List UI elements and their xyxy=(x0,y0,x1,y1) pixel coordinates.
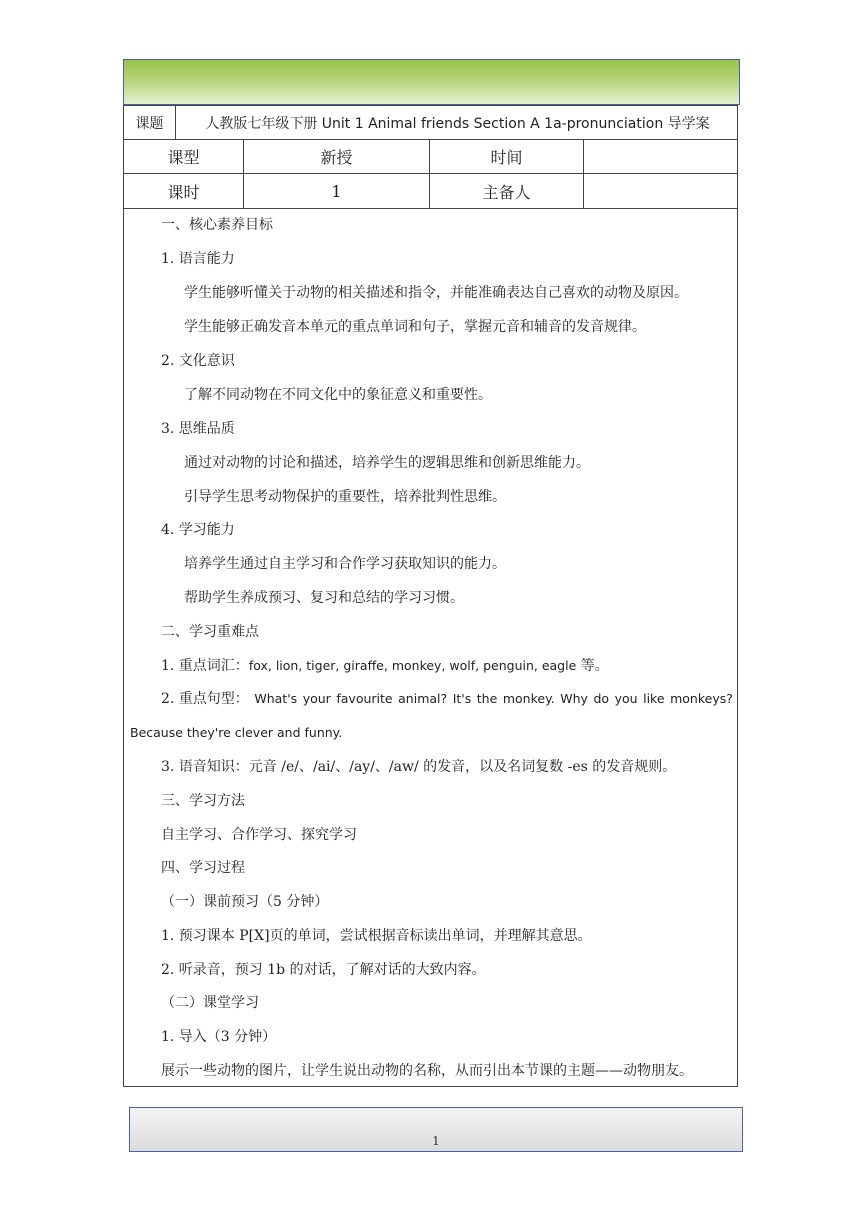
text-line: 引导学生思考动物保护的重要性，培养批判性思维。 xyxy=(184,489,506,505)
text-line: 1. 预习课本 P[X]页的单词，尝试根据音标读出单词，并理解其意思。 xyxy=(161,928,592,944)
lesson-type-value: 新授 xyxy=(244,140,430,173)
subheading-thinking: 3. 思维品质 xyxy=(161,421,235,437)
text-line: 2. 听录音，预习 1b 的对话，了解对话的大致内容。 xyxy=(161,962,486,978)
word: monkeys? xyxy=(670,691,733,706)
word: What's xyxy=(254,691,298,706)
preparer-value xyxy=(584,174,739,208)
section-heading-key-points: 二、学习重难点 xyxy=(161,624,259,640)
table-row-period xyxy=(124,174,737,209)
time-value xyxy=(584,140,739,173)
key-vocab-words: fox, lion, tiger, giraffe, monkey, wolf, penguin, eagle xyxy=(248,658,577,673)
time-label: 时间 xyxy=(430,140,584,173)
text-line: 培养学生通过自主学习和合作学习获取知识的能力。 xyxy=(184,556,506,572)
phonics-line: 3. 语音知识：元音 /e/、/ai/、/ay/、/aw/ 的发音，以及名词复数 -es 的发音规则。 xyxy=(161,759,677,775)
word: your xyxy=(302,691,331,706)
word: the xyxy=(476,691,498,706)
table-row-type xyxy=(124,140,737,174)
word: monkey. xyxy=(502,691,555,706)
subheading-language: 1. 语言能力 xyxy=(161,251,235,267)
text-line: 帮助学生养成预习、复习和总结的学习习惯。 xyxy=(184,590,464,606)
word: favourite xyxy=(336,691,393,706)
footer-band xyxy=(129,1107,743,1152)
subheading-preview: （一）课前预习（5 分钟） xyxy=(161,894,329,910)
section-heading-process: 四、学习过程 xyxy=(161,860,245,876)
header-band xyxy=(123,59,740,105)
topic-title: 人教版七年级下册 Unit 1 Animal friends Section A 1a-pronunciation 导学案 xyxy=(205,115,710,132)
subheading-class: （二）课堂学习 xyxy=(161,995,259,1011)
key-sentence-line xyxy=(161,690,733,708)
word: do xyxy=(593,691,610,706)
word: you xyxy=(614,691,638,706)
key-vocab-prefix: 1. 重点词汇： xyxy=(161,658,249,674)
key-sentence-continuation: Because they're clever and funny. xyxy=(130,725,343,740)
word: It's xyxy=(452,691,472,706)
key-vocab-line xyxy=(161,657,609,675)
topic-label: 课题 xyxy=(124,106,176,139)
period-value: 1 xyxy=(244,174,430,208)
preparer-label: 主备人 xyxy=(430,174,584,208)
key-sentence-prefix: 2. 重点句型： xyxy=(161,691,249,707)
subheading-culture: 2. 文化意识 xyxy=(161,353,235,369)
page-number: 1 xyxy=(432,1134,440,1148)
section-heading-methods: 三、学习方法 xyxy=(161,793,245,809)
key-vocab-suffix: 等。 xyxy=(576,658,609,674)
text-line: 通过对动物的讨论和描述，培养学生的逻辑思维和创新思维能力。 xyxy=(184,455,590,471)
subheading-intro: 1. 导入（3 分钟） xyxy=(161,1029,277,1045)
text-line: 学生能够听懂关于动物的相关描述和指令，并能准确表达自己喜欢的动物及原因。 xyxy=(184,285,688,301)
methods-text: 自主学习、合作学习、探究学习 xyxy=(161,827,357,843)
text-line: 了解不同动物在不同文化中的象征意义和重要性。 xyxy=(184,387,492,403)
table-row-topic xyxy=(124,106,737,140)
word: Why xyxy=(560,691,588,706)
subheading-learning: 4. 学习能力 xyxy=(161,522,235,538)
text-line: 学生能够正确发音本单元的重点单词和句子，掌握元音和辅音的发音规律。 xyxy=(184,319,646,335)
period-label: 课时 xyxy=(124,174,244,208)
word: like xyxy=(643,691,665,706)
section-heading-goals: 一、核心素养目标 xyxy=(161,217,273,233)
word: animal? xyxy=(398,691,448,706)
text-line: 展示一些动物的图片，让学生说出动物的名称，从而引出本节课的主题——动物朋友。 xyxy=(161,1063,693,1079)
lesson-type-label: 课型 xyxy=(124,140,244,173)
